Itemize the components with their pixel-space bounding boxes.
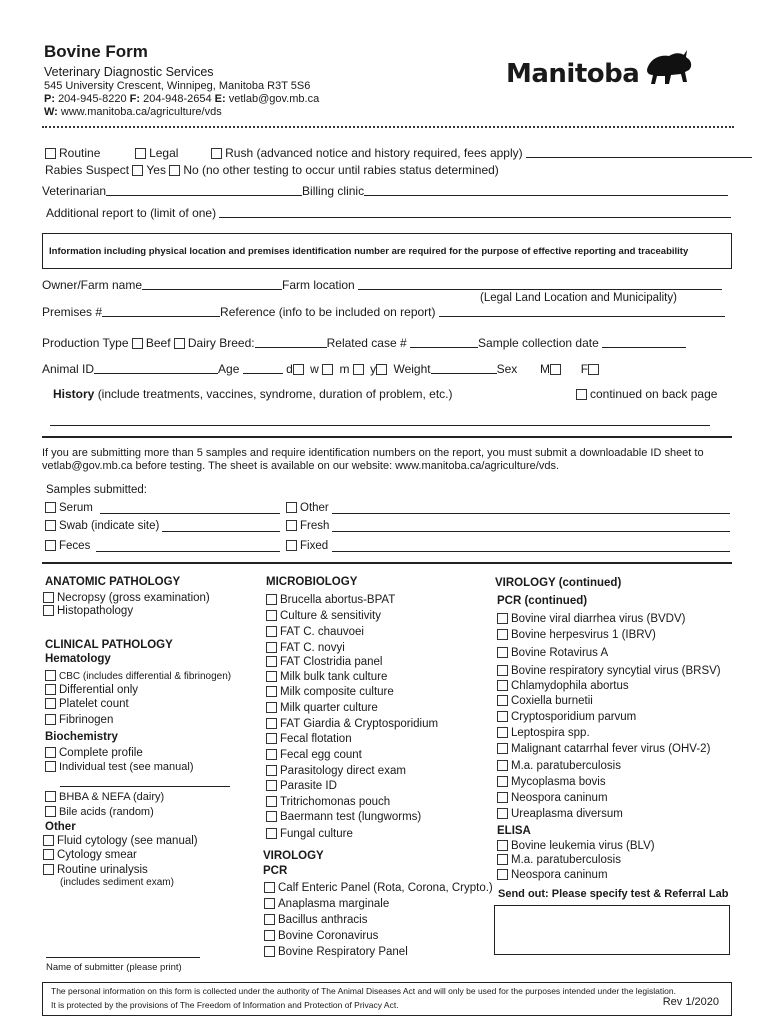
rabies-row: Rabies Suspect Yes No (no other testing to occur until rabies status determined) [45, 163, 499, 177]
biochem-title: Biochemistry [45, 731, 118, 743]
other-title: Other [45, 821, 76, 833]
premises-field[interactable] [102, 316, 220, 317]
samples-notice-line2: vetlab@gov.mb.ca before testing. The sheet is available on our website: www.manitoba.ca/agriculture/vds. [42, 460, 560, 472]
animal-row: Animal ID Age d w m y Weight Sex M F [42, 362, 602, 376]
test-checkbox[interactable] [43, 592, 54, 603]
test-item: Bovine herpesvirus 1 (IBRV) [497, 629, 656, 641]
test-item: BHBA & NEFA (dairy) [45, 791, 164, 803]
department: Veterinary Diagnostic Services [44, 65, 214, 79]
privacy-box [42, 982, 732, 1016]
test-checkbox[interactable] [43, 605, 54, 616]
test-checkbox[interactable] [266, 626, 277, 637]
test-checkbox[interactable] [264, 898, 275, 909]
sample-swab: Swab (indicate site) [45, 520, 159, 532]
test-checkbox[interactable] [45, 761, 56, 772]
test-item: Fecal egg count [266, 749, 362, 761]
dairy-checkbox[interactable] [174, 338, 185, 349]
test-item: Bovine Coronavirus [264, 930, 378, 942]
swab-site-field[interactable] [162, 531, 280, 532]
test-item: Milk quarter culture [266, 702, 378, 714]
address: 545 University Crescent, Winnipeg, Manitoba R3T 5S6 [44, 80, 311, 92]
serum-field[interactable] [100, 513, 280, 514]
revision-label: Rev 1/2020 [662, 996, 719, 1008]
samples-notice-line1: If you are submitting more than 5 samples and require identification numbers on the report, you must submit a downloadable ID sheet to [42, 447, 704, 459]
test-checkbox[interactable] [497, 808, 508, 819]
legal-checkbox[interactable] [135, 148, 146, 159]
test-checkbox[interactable] [264, 946, 275, 957]
test-item: Parasite ID [266, 780, 337, 792]
fixed-checkbox[interactable] [286, 540, 297, 551]
sex-female-checkbox[interactable] [588, 364, 599, 375]
elisa-title: ELISA [497, 825, 531, 837]
sample-date-field[interactable] [602, 347, 686, 348]
fresh-checkbox[interactable] [286, 520, 297, 531]
age-field[interactable] [243, 373, 283, 374]
reference-field[interactable] [439, 316, 725, 317]
test-item: FAT Clostridia panel [266, 656, 382, 668]
submitter-name-field[interactable] [46, 957, 200, 958]
micro-title: MICROBIOLOGY [266, 576, 358, 588]
test-checkbox[interactable] [43, 864, 54, 875]
test-checkbox[interactable] [266, 765, 277, 776]
test-item: Bacillus anthracis [264, 914, 367, 926]
test-checkbox[interactable] [497, 665, 508, 676]
test-checkbox[interactable] [266, 671, 277, 682]
sample-other: Other [286, 502, 329, 514]
test-item: Fungal culture [266, 828, 353, 840]
age-days-checkbox[interactable] [293, 364, 304, 375]
test-item: FAT Giardia & Cryptosporidium [266, 718, 438, 730]
continued-checkbox[interactable] [576, 389, 587, 400]
billing-clinic-field[interactable] [364, 195, 728, 196]
manitoba-logo: Manitoba [506, 48, 695, 89]
test-item: Bovine leukemia virus (BLV) [497, 840, 655, 852]
priority-row: Routine Legal Rush (advanced notice and history required, fees apply) [45, 146, 752, 160]
test-checkbox[interactable] [45, 714, 56, 725]
submitter-label: Name of submitter (please print) [46, 962, 182, 973]
test-checkbox[interactable] [497, 792, 508, 803]
test-item: FAT C. chauvoei [266, 626, 364, 638]
test-item: CBC (includes differential & fibrinogen) [45, 670, 231, 682]
virology-cont-title: VIROLOGY (continued) [495, 577, 622, 589]
veterinarian-field[interactable] [106, 195, 302, 196]
test-item: Leptospira spp. [497, 727, 590, 739]
test-item: Bovine respiratory syncytial virus (BRSV) [497, 665, 721, 677]
test-item: Parasitology direct exam [266, 765, 406, 777]
veterinarian-row: Veterinarian Billing clinic [42, 184, 728, 198]
test-item: Neospora caninum [497, 869, 608, 881]
clinical-title: CLINICAL PATHOLOGY [45, 639, 173, 651]
test-checkbox[interactable] [266, 656, 277, 667]
individual-test-field[interactable] [60, 786, 230, 787]
owner-farm-field[interactable] [142, 289, 282, 290]
test-checkbox[interactable] [497, 743, 508, 754]
continued-row: continued on back page [576, 387, 717, 401]
history-row: History (include treatments, vaccines, syndrome, duration of problem, etc.) [53, 387, 453, 401]
test-checkbox[interactable] [497, 647, 508, 658]
test-checkbox[interactable] [264, 914, 275, 925]
test-item: Individual test (see manual) [45, 761, 194, 773]
header-divider [42, 126, 734, 128]
bison-icon [643, 48, 695, 88]
test-checkbox[interactable] [497, 776, 508, 787]
test-item: Malignant catarrhal fever virus (OHV-2) [497, 743, 710, 755]
test-item: M.a. paratuberculosis [497, 760, 621, 772]
test-checkbox[interactable] [497, 869, 508, 880]
test-checkbox[interactable] [266, 749, 277, 760]
test-checkbox[interactable] [45, 747, 56, 758]
test-item: Baermann test (lungworms) [266, 811, 421, 823]
privacy-line1: The personal information on this form is collected under the authority of The Animal Diseases Act and will only be used for the purposes intended under the legislation. [51, 986, 676, 996]
test-item: Chlamydophila abortus [497, 680, 629, 692]
additional-report-row: Additional report to (limit of one) [46, 206, 731, 220]
weight-field[interactable] [431, 373, 497, 374]
test-checkbox[interactable] [43, 835, 54, 846]
test-item: Calf Enteric Panel (Rota, Corona, Crypto.) [264, 882, 493, 894]
test-checkbox[interactable] [266, 811, 277, 822]
test-checkbox[interactable] [45, 684, 56, 695]
test-item: FAT C. novyi [266, 642, 345, 654]
sendout-label: Send out: Please specify test & Referral Lab [498, 888, 729, 900]
feces-checkbox[interactable] [45, 540, 56, 551]
test-item: Neospora caninum [497, 792, 608, 804]
farm-location-field[interactable] [358, 289, 722, 290]
production-row: Production Type Beef Dairy Breed: Related case # Sample collection date [42, 336, 686, 350]
traceability-notice-box [42, 233, 732, 269]
serum-checkbox[interactable] [45, 502, 56, 513]
test-item: Milk bulk tank culture [266, 671, 387, 683]
tests-divider [42, 562, 732, 564]
breed-field[interactable] [255, 347, 327, 348]
other-sample-field[interactable] [332, 513, 730, 514]
test-item: Complete profile [45, 747, 143, 759]
rush-checkbox[interactable] [211, 148, 222, 159]
urinalysis-note: (includes sediment exam) [60, 877, 174, 888]
test-checkbox[interactable] [497, 711, 508, 722]
test-item: Brucella abortus-BPAT [266, 594, 395, 606]
rush-details-field[interactable] [526, 157, 752, 158]
test-checkbox[interactable] [266, 780, 277, 791]
test-checkbox[interactable] [264, 882, 275, 893]
test-item: Bovine Rotavirus A [497, 647, 608, 659]
contact-line: P: 204-945-8220 F: 204-948-2654 E: vetlab@gov.mb.ca [44, 93, 320, 105]
feces-field[interactable] [96, 551, 280, 552]
test-item: Fecal flotation [266, 733, 352, 745]
test-checkbox[interactable] [43, 849, 54, 860]
test-checkbox[interactable] [45, 791, 56, 802]
test-item: Fluid cytology (see manual) [43, 835, 198, 847]
test-checkbox[interactable] [497, 727, 508, 738]
test-checkbox[interactable] [266, 733, 277, 744]
age-weeks-checkbox[interactable] [322, 364, 333, 375]
test-item: Differential only [45, 684, 138, 696]
swab-checkbox[interactable] [45, 520, 56, 531]
form-title: Bovine Form [44, 42, 148, 61]
test-checkbox[interactable] [266, 796, 277, 807]
test-checkbox[interactable] [45, 698, 56, 709]
animal-id-field[interactable] [94, 373, 218, 374]
test-item: M.a. paratuberculosis [497, 854, 621, 866]
hematology-title: Hematology [45, 653, 111, 665]
test-checkbox[interactable] [497, 840, 508, 851]
beef-checkbox[interactable] [132, 338, 143, 349]
history-field[interactable] [50, 425, 710, 426]
age-years-checkbox[interactable] [376, 364, 387, 375]
test-item: Fibrinogen [45, 714, 113, 726]
virology-title: VIROLOGY [263, 850, 324, 862]
related-case-field[interactable] [410, 347, 478, 348]
age-months-checkbox[interactable] [353, 364, 364, 375]
samples-title: Samples submitted: [46, 484, 147, 496]
test-item: Coxiella burnetii [497, 695, 593, 707]
test-item: Tritrichomonas pouch [266, 796, 390, 808]
test-item: Culture & sensitivity [266, 610, 381, 622]
sample-feces: Feces [45, 540, 90, 552]
test-checkbox[interactable] [266, 610, 277, 621]
sendout-field[interactable] [494, 905, 730, 955]
test-checkbox[interactable] [497, 854, 508, 865]
test-checkbox[interactable] [497, 613, 508, 624]
test-item: Bile acids (random) [45, 806, 154, 818]
sample-serum: Serum [45, 502, 93, 514]
test-item: Bovine viral diarrhea virus (BVDV) [497, 613, 685, 625]
test-item: Bovine Respiratory Panel [264, 946, 408, 958]
test-checkbox[interactable] [264, 930, 275, 941]
test-item: Cryptosporidium parvum [497, 711, 636, 723]
test-checkbox[interactable] [266, 828, 277, 839]
routine-checkbox[interactable] [45, 148, 56, 159]
test-checkbox[interactable] [497, 695, 508, 706]
section-divider [42, 436, 732, 438]
test-item: Mycoplasma bovis [497, 776, 606, 788]
test-checkbox[interactable] [266, 702, 277, 713]
test-item: Cytology smear [43, 849, 137, 861]
test-checkbox[interactable] [45, 670, 56, 681]
sample-fixed: Fixed [286, 540, 328, 552]
pcr-title: PCR [263, 865, 288, 877]
test-item: Routine urinalysis [43, 864, 148, 876]
test-checkbox[interactable] [266, 594, 277, 605]
sample-fresh: Fresh [286, 520, 329, 532]
anatomic-title: ANATOMIC PATHOLOGY [45, 576, 181, 588]
test-checkbox[interactable] [266, 718, 277, 729]
pcr-cont-title: PCR (continued) [497, 595, 588, 607]
sex-male-checkbox[interactable] [550, 364, 561, 375]
test-item: Histopathology [43, 605, 133, 617]
rabies-yes-checkbox[interactable] [132, 165, 143, 176]
test-checkbox[interactable] [497, 629, 508, 640]
fresh-field[interactable] [332, 531, 730, 532]
premises-row: Premises # Reference (info to be included on report) [42, 305, 725, 319]
test-item: Milk composite culture [266, 686, 394, 698]
fixed-field[interactable] [332, 551, 730, 552]
test-checkbox[interactable] [497, 680, 508, 691]
web-line: W: www.manitoba.ca/agriculture/vds [44, 106, 222, 118]
traceability-notice: Information including physical location and premises identification number are required for the purpose of effective reporting and traceability [49, 246, 689, 257]
test-checkbox[interactable] [266, 642, 277, 653]
test-item: Necropsy (gross examination) [43, 592, 210, 604]
test-checkbox[interactable] [497, 760, 508, 771]
other-sample-checkbox[interactable] [286, 502, 297, 513]
test-checkbox[interactable] [45, 806, 56, 817]
test-checkbox[interactable] [266, 686, 277, 697]
test-item: Ureaplasma diversum [497, 808, 623, 820]
test-item: Anaplasma marginale [264, 898, 389, 910]
owner-row: Owner/Farm name Farm location [42, 278, 722, 292]
additional-report-field[interactable] [219, 217, 731, 218]
rabies-no-checkbox[interactable] [169, 165, 180, 176]
privacy-line2: It is protected by the provisions of The Freedom of Information and Protection of Privacy Act. [51, 1000, 399, 1010]
test-item: Platelet count [45, 698, 129, 710]
legal-land-note: (Legal Land Location and Municipality) [480, 292, 677, 304]
